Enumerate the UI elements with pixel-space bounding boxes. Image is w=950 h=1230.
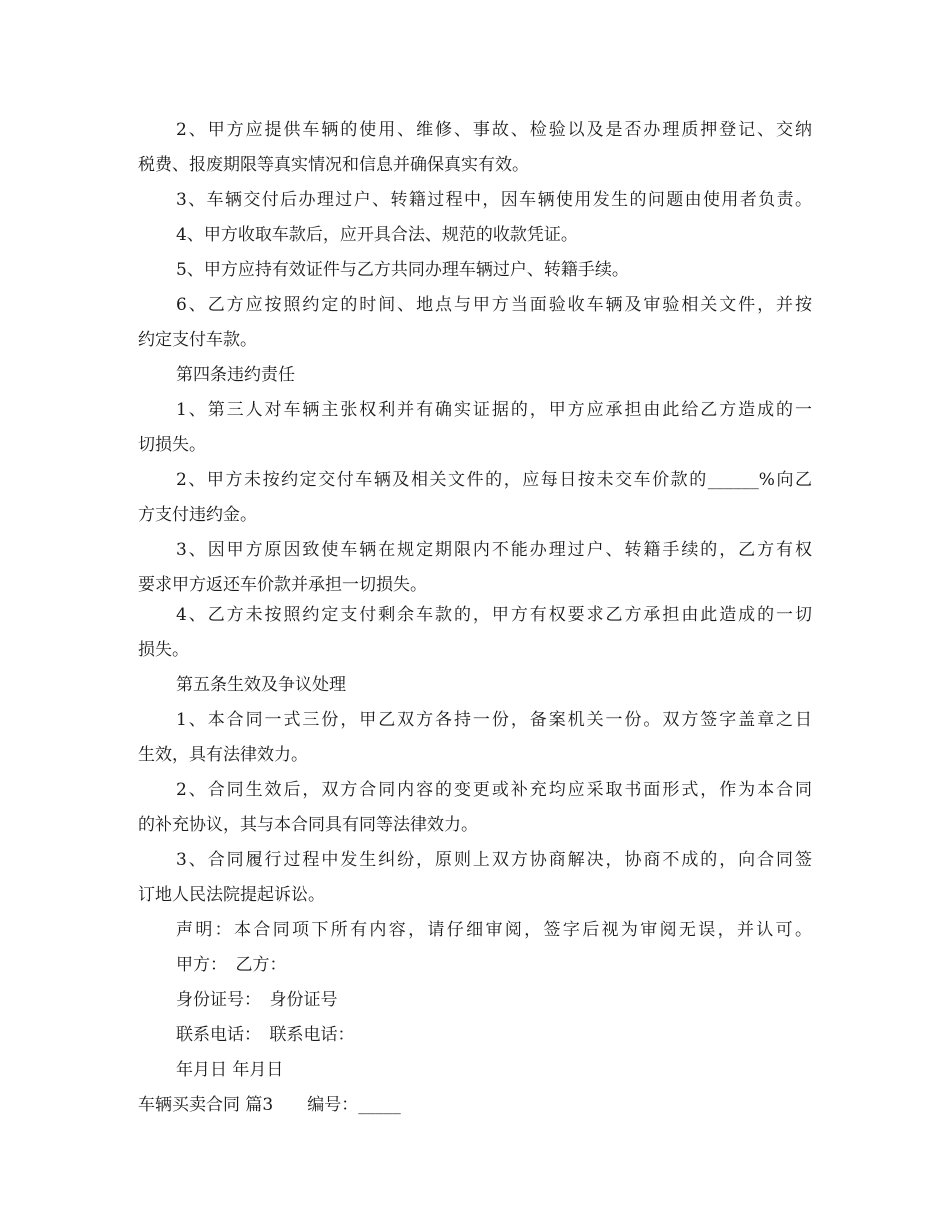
date-line: 年月日 年月日 [176,1060,284,1080]
text-line: 生效，具有法律效力。 [138,745,308,765]
text-line: 方支付违约金。 [138,505,257,525]
text-line: 约定支付车款。 [138,330,257,350]
text-line: 要求甲方返还车价款并承担一切损失。 [138,575,427,595]
contract-footer: 车辆买卖合同 篇3 编号：_____ [138,1095,401,1115]
text-line: 5、甲方应持有效证件与乙方共同办理车辆过户、转籍手续。 [176,260,629,280]
text-line: 损失。 [138,640,189,660]
text-line: 1、第三人对车辆主张权利并有确实证据的，甲方应承担由此给乙方造成的一 [176,400,812,420]
section-heading: 第四条违约责任 [176,365,295,385]
section-heading: 第五条生效及争议处理 [176,675,346,695]
text-line: 的补充协议，其与本合同具有同等法律效力。 [138,815,478,835]
text-line: 3、合同履行过程中发生纠纷，原则上双方协商解决，协商不成的，向合同签 [176,850,812,870]
text-line: 切损失。 [138,435,206,455]
text-line: 2、合同生效后，双方合同内容的变更或补充均应采取书面形式，作为本合同 [176,780,812,800]
text-line: 2、甲方未按约定交付车辆及相关文件的，应每日按未交车价款的______%向乙 [176,470,812,490]
text-line: 3、因甲方原因致使车辆在规定期限内不能办理过户、转籍手续的，乙方有权 [176,540,812,560]
text-line: 1、本合同一式三份，甲乙双方各持一份，备案机关一份。双方签字盖章之日 [176,710,812,730]
text-line: 税费、报废期限等真实情况和信息并确保真实有效。 [138,155,529,175]
text-line: 订地人民法院提起诉讼。 [138,885,325,905]
signature-party-line: 甲方： 乙方： [176,955,287,975]
id-number-line: 身份证号： 身份证号 [176,990,338,1010]
declaration-line: 声明：本合同项下所有内容，请仔细审阅，签字后视为审阅无误，并认可。 [176,920,812,940]
phone-line: 联系电话： 联系电话： [176,1025,355,1045]
text-line: 6、乙方应按照约定的时间、地点与甲方当面验收车辆及审验相关文件，并按 [176,295,812,315]
text-line: 2、甲方应提供车辆的使用、维修、事故、检验以及是否办理质押登记、交纳 [176,120,812,140]
text-line: 4、甲方收取车款后，应开具合法、规范的收款凭证。 [176,225,578,245]
text-line: 3、车辆交付后办理过户、转籍过程中，因车辆使用发生的问题由使用者负责。 [176,190,812,210]
text-line: 4、乙方未按照约定支付剩余车款的，甲方有权要求乙方承担由此造成的一切 [176,605,812,625]
